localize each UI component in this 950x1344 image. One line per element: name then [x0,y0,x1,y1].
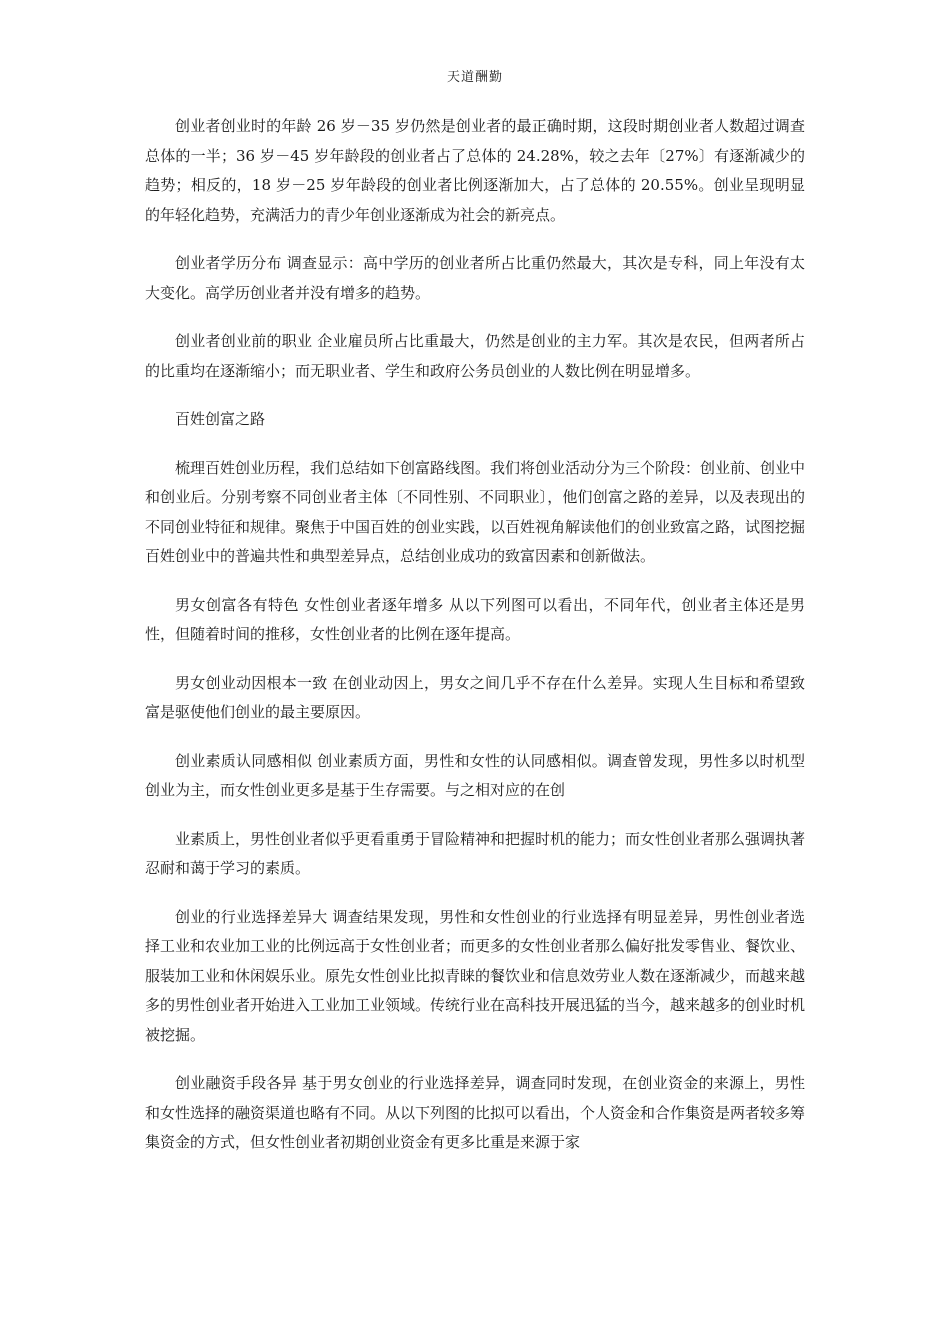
paragraph-gender-trend: 男女创富各有特色 女性创业者逐年增多 从以下列图可以看出，不同年代，创业者主体还是男性，但随着时间的推移，女性创业者的比例在逐年提高。 [145,595,805,643]
paragraph-education: 创业者学历分布 调查显示：高中学历的创业者所占比重仍然最大，其次是专科，同上年没有太大变化。高学历创业者并没有增多的趋势。 [145,254,805,302]
paragraph-industry: 创业的行业选择差异大 调查结果发现，男性和女性创业的行业选择有明显差异，男性创业者选择工业和农业加工业的比例远高于女性创业者；而更多的女性创业者那么偏好批发零售业、餐饮业、服装加工业和休闲娱乐业。原先女性创业比拟青睐的餐饮业和信息效劳业人数在逐渐减少，而越来越多的男性创业者开始进入工业加工业领域。传统行业在高科技开展迅猛的当今，越来越多的创业时机被挖掘。 [145,907,806,1044]
document-body [145,112,805,1177]
paragraph-motivation: 男女创业动因根本一致 在创业动因上，男女之间几乎不存在什么差异。实现人生目标和希望致富是驱使他们创业的最主要原因。 [145,673,805,721]
paragraph-roadmap: 梳理百姓创业历程，我们总结如下创富路线图。我们将创业活动分为三个阶段：创业前、创业中和创业后。分别考察不同创业者主体〔不同性别、不同职业〕，他们创富之路的差异，以及表现出的不同创业特征和规律。聚焦于中国百姓的创业实践，以百姓视角解读他们的创业致富之路，试图挖掘百姓创业中的普遍共性和典型差异点，总结创业成功的致富因素和创新做法。 [145,458,806,565]
paragraph-quality: 创业素质认同感相似 创业素质方面，男性和女性的认同感相似。调查曾发现，男性多以时机型创业为主，而女性创业更多是基于生存需要。与之相对应的在创 [145,751,805,799]
paragraph-quality-continued: 业素质上，男性创业者似乎更看重勇于冒险精神和把握时机的能力；而女性创业者那么强调执著忍耐和蔼于学习的素质。 [145,829,806,877]
section-heading: 百姓创富之路 [175,410,266,428]
page-header: 天道酬勤 [446,70,503,85]
paragraph-financing: 创业融资手段各异 基于男女创业的行业选择差异，调查同时发现，在创业资金的来源上，男性和女性选择的融资渠道也略有不同。从以下列图的比拟可以看出，个人资金和合作集资是两者较多筹集资金的方式，但女性创业者初期创业资金有更多比重是来源于家 [145,1074,806,1151]
paragraph-occupation: 创业者创业前的职业 企业雇员所占比重最大，仍然是创业的主力军。其次是农民，但两者所占的比重均在逐渐缩小；而无职业者、学生和政府公务员创业的人数比例在明显增多。 [145,332,805,380]
paragraph-age: 创业者创业时的年龄 26 岁－35 岁仍然是创业者的最正确时期，这段时期创业者人数超过调查总体的一半；36 岁－45 岁年龄段的创业者占了总体的 24.28%，较之去年〔27%〕有逐渐减少的趋势；相反的，18 岁－25 岁年龄段的创业者比例逐渐加大，占了总体的 20.55%。创业呈现明显的年轻化趋势，充满活力的青少年创业逐渐成为社会的新亮点。 [145,117,805,224]
